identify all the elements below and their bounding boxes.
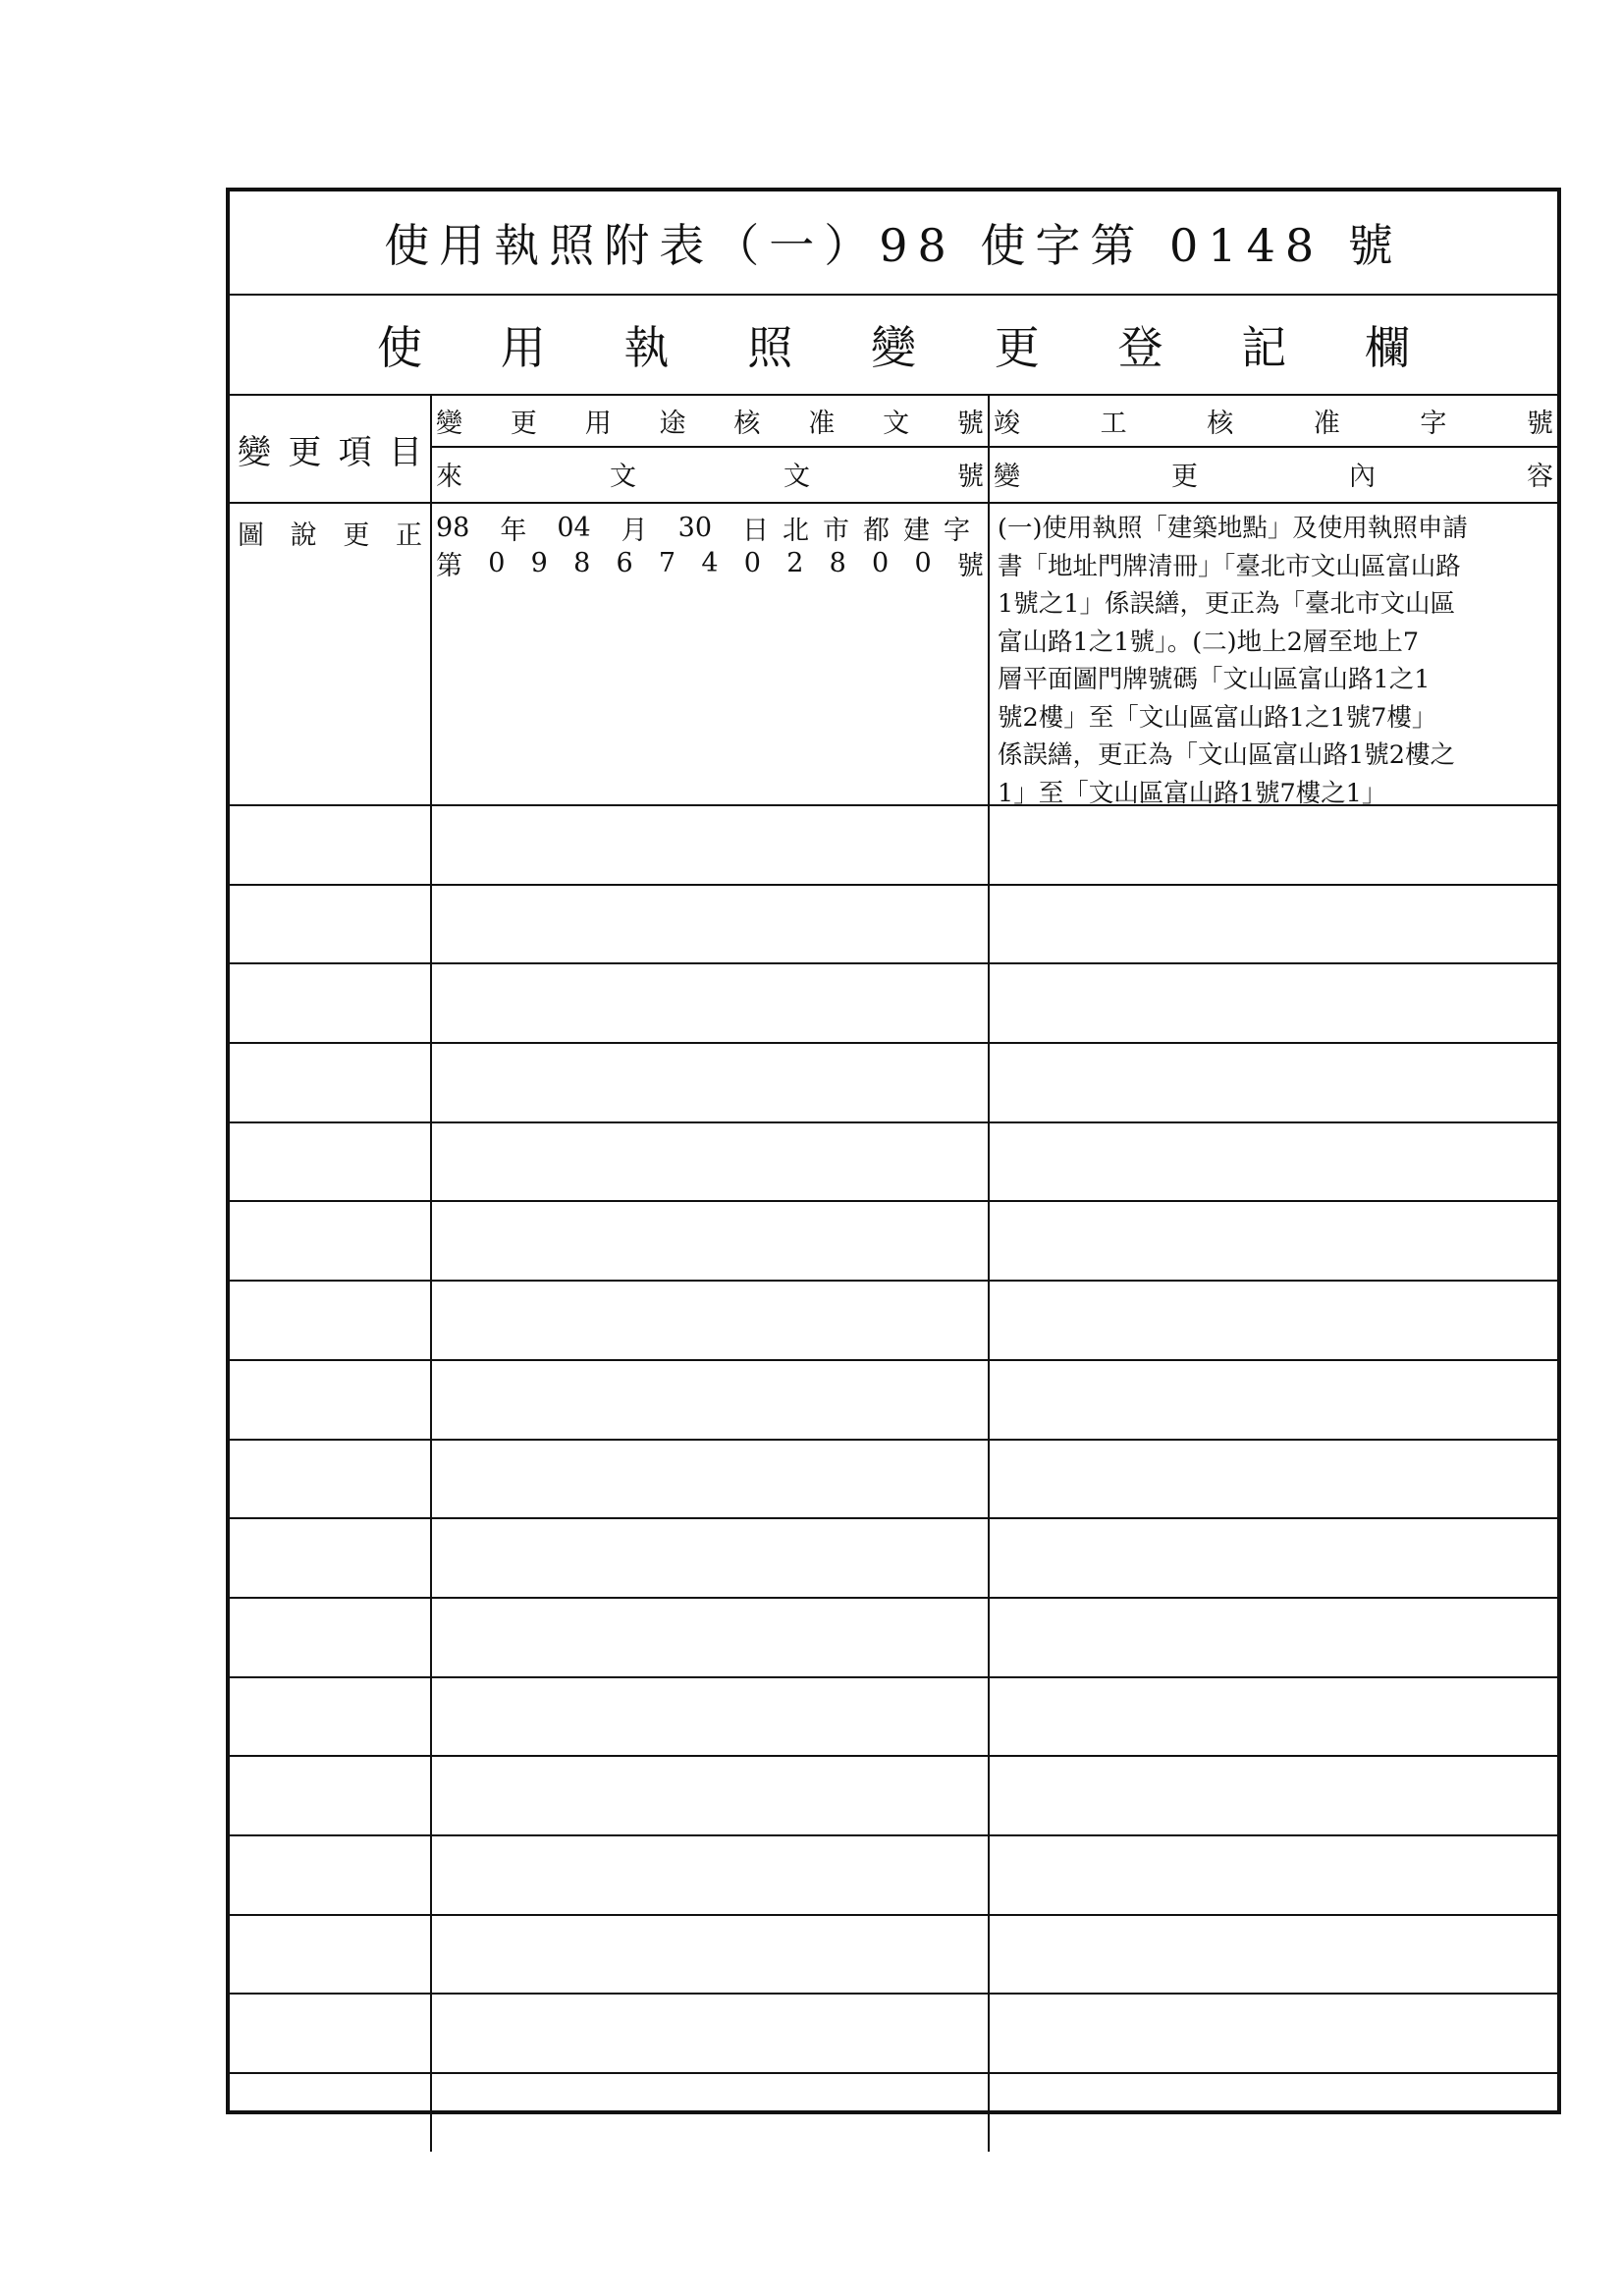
content-line: 1」至「文山區富山路1號7樓之1」	[998, 778, 1387, 808]
content-line: 係誤繕，更正為「文山區富山路1號2樓之	[998, 740, 1455, 770]
header-char: 准	[1313, 409, 1340, 439]
subtitle-char: 用	[500, 321, 546, 374]
empty-cell	[230, 1202, 432, 1280]
empty-cell	[432, 1916, 990, 1994]
empty-cell	[990, 806, 1557, 884]
entry-item	[230, 504, 432, 804]
change-table	[230, 396, 1557, 2152]
empty-cell	[990, 1202, 1557, 1280]
header-char: 竣	[994, 409, 1020, 439]
empty-cell	[432, 1282, 990, 1359]
empty-cell	[990, 1441, 1557, 1518]
header-char: 工	[1100, 409, 1127, 439]
header-content-column	[990, 396, 1557, 502]
header-char: 途	[659, 409, 686, 439]
header-char: 項	[338, 432, 372, 472]
table-row	[230, 504, 1557, 806]
table-header	[230, 396, 1557, 504]
header-char: 文	[610, 462, 636, 492]
empty-cell	[230, 2074, 432, 2152]
subtitle-char: 照	[747, 321, 793, 374]
table-row	[230, 1202, 1557, 1282]
subtitle-char: 欄	[1365, 321, 1410, 374]
entry-doc-line	[436, 545, 984, 580]
content-line: 書「地址門牌清冊」「臺北市文山區富山路	[998, 551, 1461, 581]
form-title: 使用執照附表（一）98 使字第 0148 號	[230, 191, 1557, 296]
header-char: 文	[783, 462, 810, 492]
header-char: 字	[1420, 409, 1447, 439]
header-char: 更	[510, 409, 537, 439]
empty-cell	[230, 1599, 432, 1676]
entry-char: 正	[395, 520, 422, 551]
content-line: 1號之1」係誤繕，更正為「臺北市文山區	[998, 589, 1455, 619]
subtitle-char: 記	[1241, 321, 1287, 374]
header-char: 號	[957, 462, 984, 492]
empty-cell	[230, 1123, 432, 1201]
empty-cell	[432, 1995, 990, 2072]
empty-cell	[990, 1519, 1557, 1597]
empty-cell	[230, 1361, 432, 1439]
entry-char: 0	[743, 547, 761, 578]
entry-char: 9	[530, 547, 548, 578]
entry-char: 月	[621, 515, 648, 546]
empty-cell	[990, 1678, 1557, 1756]
empty-cell	[230, 1044, 432, 1121]
empty-cell	[990, 1361, 1557, 1439]
empty-cell	[230, 1916, 432, 1994]
header-char: 更	[288, 432, 322, 472]
empty-cell	[230, 1519, 432, 1597]
entry-char: 日北市都建字	[742, 515, 984, 546]
empty-cell	[230, 1282, 432, 1359]
empty-cell	[990, 1995, 1557, 2072]
empty-cell	[432, 1441, 990, 1518]
empty-cell	[230, 806, 432, 884]
empty-cell	[990, 2074, 1557, 2152]
table-row	[230, 964, 1557, 1044]
empty-cell	[230, 1995, 432, 2072]
entry-char: 8	[829, 547, 846, 578]
table-row	[230, 806, 1557, 886]
header-char: 變	[994, 462, 1020, 492]
entry-char: 0	[914, 547, 932, 578]
table-row	[230, 1282, 1557, 1361]
subtitle-char: 登	[1117, 321, 1163, 374]
empty-cell	[432, 1123, 990, 1201]
empty-cell	[432, 1519, 990, 1597]
empty-cell	[432, 2074, 990, 2152]
empty-cell	[990, 1044, 1557, 1121]
empty-cell	[432, 1202, 990, 1280]
entry-doc-no	[432, 504, 990, 804]
table-row	[230, 1599, 1557, 1678]
header-char: 核	[1207, 409, 1234, 439]
header-completion-no	[990, 396, 1557, 448]
empty-cell	[432, 964, 990, 1042]
entry-char: 30	[677, 512, 713, 543]
empty-cell	[230, 1441, 432, 1518]
empty-cell	[990, 1599, 1557, 1676]
entry-doc-line	[436, 510, 984, 545]
entry-char: 4	[701, 547, 719, 578]
empty-cell	[990, 1757, 1557, 1834]
entry-char: 04	[557, 512, 591, 543]
header-char: 號	[956, 409, 984, 439]
empty-cell	[990, 886, 1557, 963]
empty-cell	[990, 1123, 1557, 1201]
entry-char: 7	[658, 547, 676, 578]
empty-cell	[230, 964, 432, 1042]
header-change-item	[230, 396, 432, 502]
table-row	[230, 1441, 1557, 1520]
header-char: 文	[883, 409, 910, 439]
header-char: 號	[1526, 409, 1553, 439]
header-incoming-doc-no	[432, 448, 988, 500]
empty-cell	[230, 886, 432, 963]
empty-cell	[230, 1678, 432, 1756]
registration-form	[226, 188, 1561, 2114]
table-row	[230, 1836, 1557, 1916]
entry-char: 年	[500, 515, 527, 546]
empty-cell	[990, 1916, 1557, 1994]
header-char: 更	[1171, 462, 1198, 492]
table-row	[230, 1995, 1557, 2074]
table-row	[230, 886, 1557, 965]
empty-cell	[432, 1361, 990, 1439]
empty-cell	[230, 1836, 432, 1914]
table-row	[230, 1757, 1557, 1836]
subtitle-char: 使	[377, 321, 422, 374]
empty-cell	[432, 1599, 990, 1676]
table-row	[230, 1916, 1557, 1995]
header-char: 准	[808, 409, 836, 439]
table-row	[230, 1519, 1557, 1599]
table-row	[230, 1123, 1557, 1203]
entry-char: 8	[573, 547, 591, 578]
header-char: 內	[1349, 462, 1376, 492]
header-char: 變	[436, 409, 462, 439]
header-char: 目	[388, 432, 422, 472]
empty-cell	[432, 806, 990, 884]
entry-char: 更	[343, 520, 370, 551]
empty-cell	[432, 1678, 990, 1756]
header-doc-column	[432, 396, 990, 502]
entry-char: 說	[290, 520, 317, 551]
entry-char: 號	[956, 550, 984, 581]
empty-cell	[432, 1044, 990, 1121]
content-line: 層平面圖門牌號碼「文山區富山路1之1	[998, 665, 1431, 694]
entry-content	[990, 504, 1557, 808]
table-row	[230, 1044, 1557, 1123]
entry-char: 98	[436, 512, 470, 543]
empty-cell	[990, 964, 1557, 1042]
header-char: 核	[733, 409, 761, 439]
subtitle-char: 執	[623, 321, 670, 374]
content-line: 號2樓」至「文山區富山路1之1號7樓」	[998, 702, 1437, 733]
form-subtitle	[230, 296, 1557, 396]
table-row	[230, 2074, 1557, 2152]
header-char: 用	[584, 409, 612, 439]
entry-char: 2	[786, 547, 804, 578]
entry-char: 圖	[238, 520, 264, 551]
table-row	[230, 1361, 1557, 1441]
entry-char: 0	[488, 547, 506, 578]
header-change-content	[990, 448, 1557, 500]
header-char: 來	[436, 462, 462, 492]
empty-cell	[432, 1757, 990, 1834]
empty-cell	[432, 1836, 990, 1914]
content-line: 富山路1之1號」。(二)地上2層至地上7	[998, 627, 1420, 657]
entry-char: 第	[436, 550, 462, 581]
entry-char: 0	[872, 547, 890, 578]
empty-cell	[230, 1757, 432, 1834]
subtitle-char: 更	[994, 321, 1040, 374]
content-line: (一)使用執照「建築地點」及使用執照申請	[998, 514, 1468, 543]
empty-cell	[432, 886, 990, 963]
header-approval-doc-no	[432, 396, 988, 448]
header-char: 容	[1527, 462, 1553, 492]
empty-rows	[230, 806, 1557, 2152]
empty-cell	[990, 1836, 1557, 1914]
table-row	[230, 1678, 1557, 1758]
header-char: 變	[238, 432, 271, 472]
subtitle-char: 變	[871, 321, 916, 374]
entry-char: 6	[616, 547, 633, 578]
empty-cell	[990, 1282, 1557, 1359]
